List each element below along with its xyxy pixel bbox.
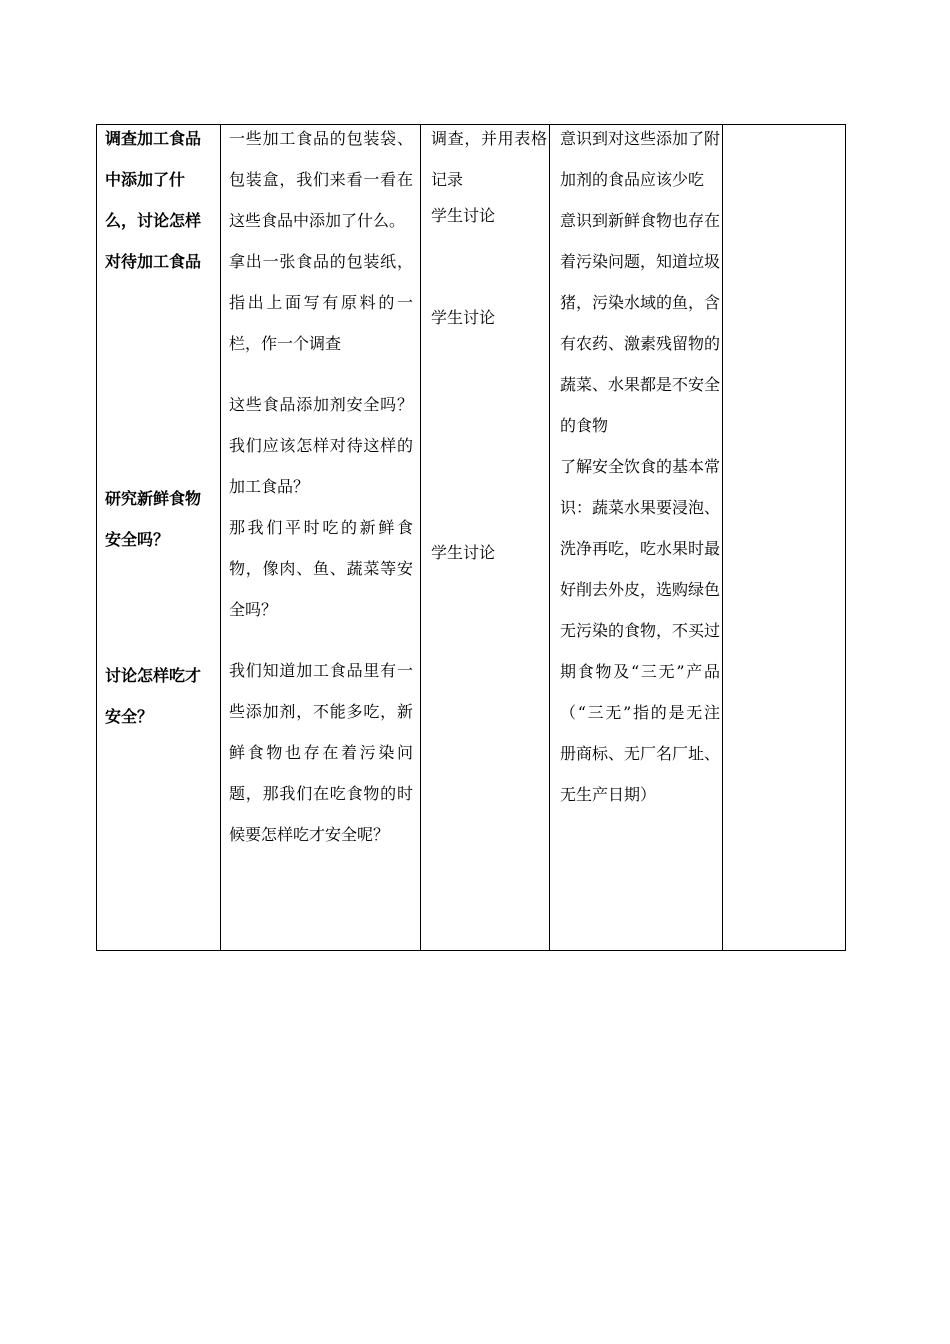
goal-3: 了解安全饮食的基本常识：蔬菜水果要浸泡、洗净再吃，吃水果时最好削去外皮，选购绿色无污染的食物，不买过期食物及“三无”产品（“三无”指的是无注册商标、无厂名厂址、无生产日期） bbox=[560, 457, 721, 804]
goal-column bbox=[560, 118, 720, 815]
student-activity-1: 调查，并用表格记录 bbox=[431, 129, 547, 189]
goal-2: 意识到新鲜食物也存在着污染问题，知道垃圾猪，污染水域的鱼，含有农药、激素残留物的蔬菜、水果都是不安全的食物 bbox=[560, 211, 721, 435]
teacher-activity-4: 那我们平时吃的新鲜食物，像肉、鱼、蔬菜等安全吗？ bbox=[229, 518, 413, 619]
teacher-activity-1: 一些加工食品的包装袋、包装盒，我们来看一看在这些食品中添加了什么。 bbox=[229, 129, 413, 230]
step-how-to-eat-safely: 讨论怎样吃才安全？ bbox=[105, 666, 202, 726]
student-activity-2: 学生讨论 bbox=[431, 206, 496, 225]
lesson-plan-table bbox=[96, 124, 846, 951]
student-activity-4: 学生讨论 bbox=[431, 543, 496, 562]
column-divider bbox=[220, 125, 221, 950]
goal-1: 意识到对这些添加了附加剂的食品应该少吃 bbox=[560, 129, 721, 189]
spacer bbox=[229, 364, 413, 384]
spacer bbox=[229, 630, 413, 650]
step-fresh-food-safety: 研究新鲜食物安全吗？ bbox=[105, 489, 202, 549]
step-survey-additives: 调查加工食品中添加了什么，讨论怎样对待加工食品 bbox=[105, 129, 202, 271]
teacher-activity-column bbox=[229, 118, 413, 855]
column-divider bbox=[420, 125, 421, 950]
student-activity-3: 学生讨论 bbox=[431, 308, 496, 327]
notes-column-empty bbox=[723, 125, 846, 950]
teacher-activity-3: 这些食品添加剂安全吗？我们应该怎样对待这样的加工食品？ bbox=[229, 395, 413, 496]
column-divider bbox=[549, 125, 550, 950]
teacher-activity-2: 拿出一张食品的包装纸，指出上面写有原料的一栏，作一个调查 bbox=[229, 252, 413, 353]
teacher-activity-5: 我们知道加工食品里有一些添加剂，不能多吃，新鲜食物也存在着污染问题，那我们在吃食物的时候要怎样吃才安全呢？ bbox=[229, 661, 413, 844]
